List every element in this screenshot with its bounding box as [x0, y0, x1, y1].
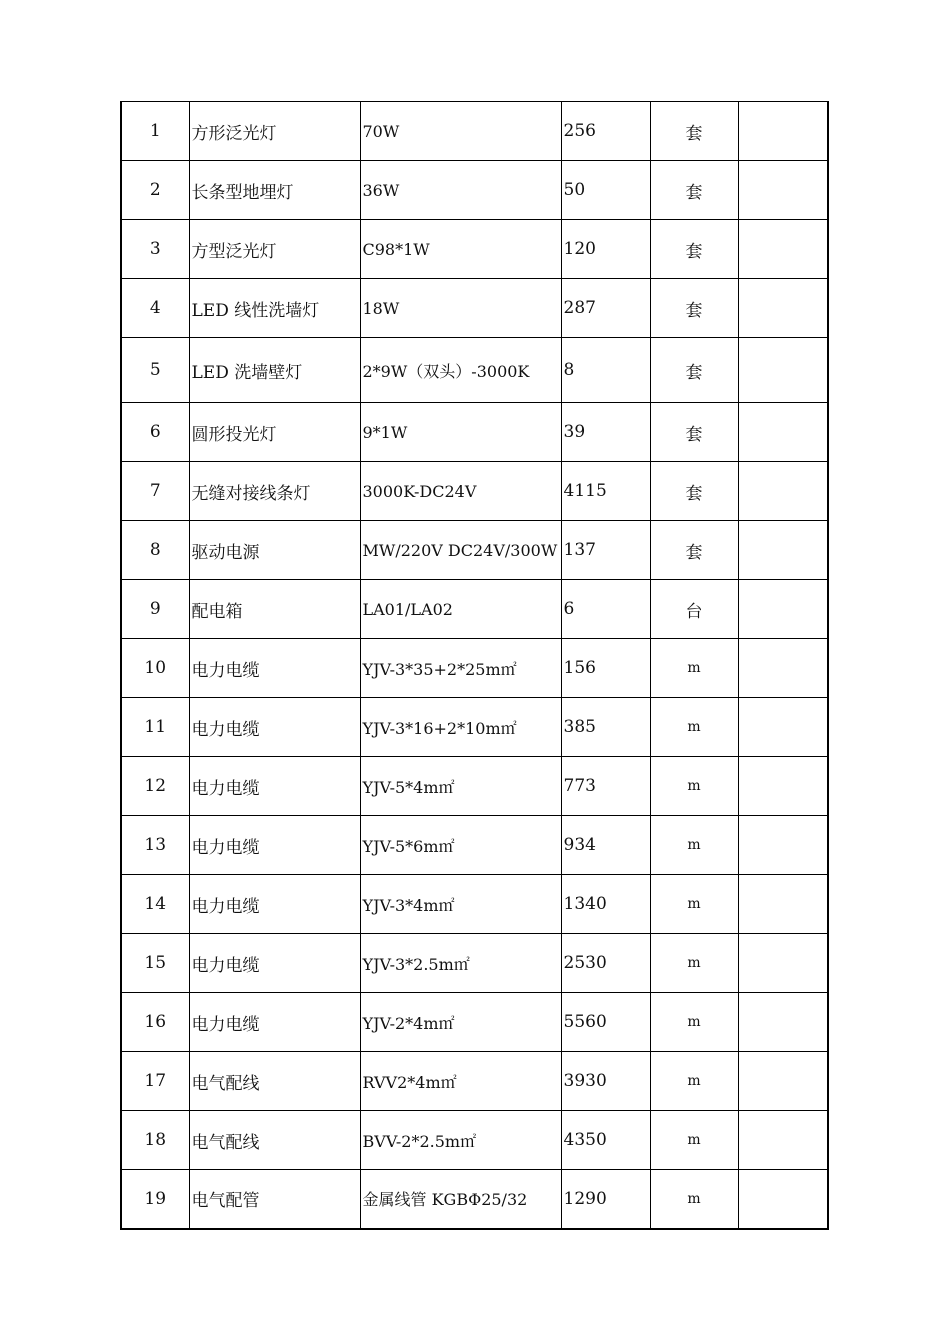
item-unit: 套: [650, 161, 738, 220]
item-spec: YJV-5*6m㎡: [360, 816, 561, 875]
item-quantity: 934: [561, 816, 650, 875]
item-unit: m: [650, 934, 738, 993]
item-name: 电气配管: [189, 1170, 360, 1229]
item-name: 驱动电源: [189, 521, 360, 580]
table-row: [121, 102, 828, 161]
item-spec: YJV-5*4m㎡: [360, 757, 561, 816]
table-row: [121, 757, 828, 816]
item-spec: YJV-2*4m㎡: [360, 993, 561, 1052]
row-number: 16: [121, 993, 189, 1052]
item-quantity: 8: [561, 338, 650, 403]
item-unit: m: [650, 639, 738, 698]
item-unit: 套: [650, 338, 738, 403]
row-number: 12: [121, 757, 189, 816]
table-row: [121, 161, 828, 220]
item-spec: 金属线管 KGBΦ25/32: [360, 1170, 561, 1229]
table-row: [121, 1111, 828, 1170]
item-unit: m: [650, 757, 738, 816]
item-note: [738, 698, 828, 757]
item-quantity: 6: [561, 580, 650, 639]
item-note: [738, 1052, 828, 1111]
item-spec: 3000K-DC24V: [360, 462, 561, 521]
item-name: 电力电缆: [189, 934, 360, 993]
item-quantity: 137: [561, 521, 650, 580]
item-spec: 36W: [360, 161, 561, 220]
table-row: [121, 698, 828, 757]
item-unit: 套: [650, 220, 738, 279]
row-number: 17: [121, 1052, 189, 1111]
item-spec: YJV-3*35+2*25m㎡: [360, 639, 561, 698]
item-unit: m: [650, 816, 738, 875]
table-row: [121, 1052, 828, 1111]
item-note: [738, 934, 828, 993]
item-unit: m: [650, 698, 738, 757]
item-spec: 18W: [360, 279, 561, 338]
row-number: 15: [121, 934, 189, 993]
table-row: [121, 462, 828, 521]
item-spec: 70W: [360, 102, 561, 161]
item-quantity: 4115: [561, 462, 650, 521]
item-name: 圆形投光灯: [189, 403, 360, 462]
item-quantity: 385: [561, 698, 650, 757]
row-number: 13: [121, 816, 189, 875]
table-row: [121, 993, 828, 1052]
item-spec: 2*9W（双头）-3000K: [360, 338, 561, 403]
item-spec: YJV-3*16+2*10m㎡: [360, 698, 561, 757]
table-row: [121, 816, 828, 875]
item-unit: 套: [650, 521, 738, 580]
item-name: 电力电缆: [189, 698, 360, 757]
item-unit: 台: [650, 580, 738, 639]
row-number: 10: [121, 639, 189, 698]
row-number: 6: [121, 403, 189, 462]
row-number: 11: [121, 698, 189, 757]
row-number: 9: [121, 580, 189, 639]
item-note: [738, 1111, 828, 1170]
item-spec: YJV-3*2.5m㎡: [360, 934, 561, 993]
item-name: 方形泛光灯: [189, 102, 360, 161]
item-name: LED 线性洗墙灯: [189, 279, 360, 338]
item-quantity: 256: [561, 102, 650, 161]
item-unit: 套: [650, 102, 738, 161]
row-number: 4: [121, 279, 189, 338]
materials-table-body: [121, 102, 828, 1229]
item-note: [738, 403, 828, 462]
item-note: [738, 757, 828, 816]
item-name: 电力电缆: [189, 816, 360, 875]
item-quantity: 287: [561, 279, 650, 338]
item-quantity: 773: [561, 757, 650, 816]
item-note: [738, 521, 828, 580]
item-note: [738, 875, 828, 934]
item-unit: m: [650, 993, 738, 1052]
row-number: 14: [121, 875, 189, 934]
item-quantity: 5560: [561, 993, 650, 1052]
item-note: [738, 161, 828, 220]
item-unit: 套: [650, 403, 738, 462]
item-name: 电气配线: [189, 1111, 360, 1170]
item-quantity: 3930: [561, 1052, 650, 1111]
row-number: 2: [121, 161, 189, 220]
table-row: [121, 639, 828, 698]
table-row: [121, 580, 828, 639]
row-number: 7: [121, 462, 189, 521]
row-number: 8: [121, 521, 189, 580]
item-name: 电力电缆: [189, 757, 360, 816]
item-note: [738, 580, 828, 639]
item-quantity: 1290: [561, 1170, 650, 1229]
item-quantity: 120: [561, 220, 650, 279]
item-name: 长条型地埋灯: [189, 161, 360, 220]
item-unit: m: [650, 1052, 738, 1111]
item-note: [738, 279, 828, 338]
item-spec: MW/220V DC24V/300W: [360, 521, 561, 580]
item-name: 无缝对接线条灯: [189, 462, 360, 521]
item-quantity: 1340: [561, 875, 650, 934]
item-quantity: 4350: [561, 1111, 650, 1170]
item-name: 电力电缆: [189, 875, 360, 934]
item-name: 配电箱: [189, 580, 360, 639]
item-quantity: 2530: [561, 934, 650, 993]
item-name: 电力电缆: [189, 993, 360, 1052]
row-number: 19: [121, 1170, 189, 1229]
item-note: [738, 220, 828, 279]
table-row: [121, 338, 828, 403]
item-spec: 9*1W: [360, 403, 561, 462]
item-unit: m: [650, 1170, 738, 1229]
item-note: [738, 639, 828, 698]
table-row: [121, 875, 828, 934]
item-spec: LA01/LA02: [360, 580, 561, 639]
item-name: 方型泛光灯: [189, 220, 360, 279]
item-unit: m: [650, 875, 738, 934]
item-unit: 套: [650, 462, 738, 521]
item-note: [738, 993, 828, 1052]
table-row: [121, 934, 828, 993]
table-row: [121, 220, 828, 279]
item-spec: BVV-2*2.5m㎡: [360, 1111, 561, 1170]
row-number: 18: [121, 1111, 189, 1170]
item-name: LED 洗墙壁灯: [189, 338, 360, 403]
item-note: [738, 102, 828, 161]
row-number: 1: [121, 102, 189, 161]
item-note: [738, 462, 828, 521]
table-row: [121, 1170, 828, 1229]
table-row: [121, 403, 828, 462]
row-number: 5: [121, 338, 189, 403]
item-name: 电气配线: [189, 1052, 360, 1111]
item-quantity: 39: [561, 403, 650, 462]
item-spec: RVV2*4m㎡: [360, 1052, 561, 1111]
item-spec: C98*1W: [360, 220, 561, 279]
item-unit: m: [650, 1111, 738, 1170]
row-number: 3: [121, 220, 189, 279]
item-note: [738, 1170, 828, 1229]
table-row: [121, 279, 828, 338]
item-quantity: 156: [561, 639, 650, 698]
item-name: 电力电缆: [189, 639, 360, 698]
item-quantity: 50: [561, 161, 650, 220]
materials-table: [120, 101, 829, 1230]
item-note: [738, 338, 828, 403]
item-unit: 套: [650, 279, 738, 338]
table-row: [121, 521, 828, 580]
item-spec: YJV-3*4m㎡: [360, 875, 561, 934]
item-note: [738, 816, 828, 875]
